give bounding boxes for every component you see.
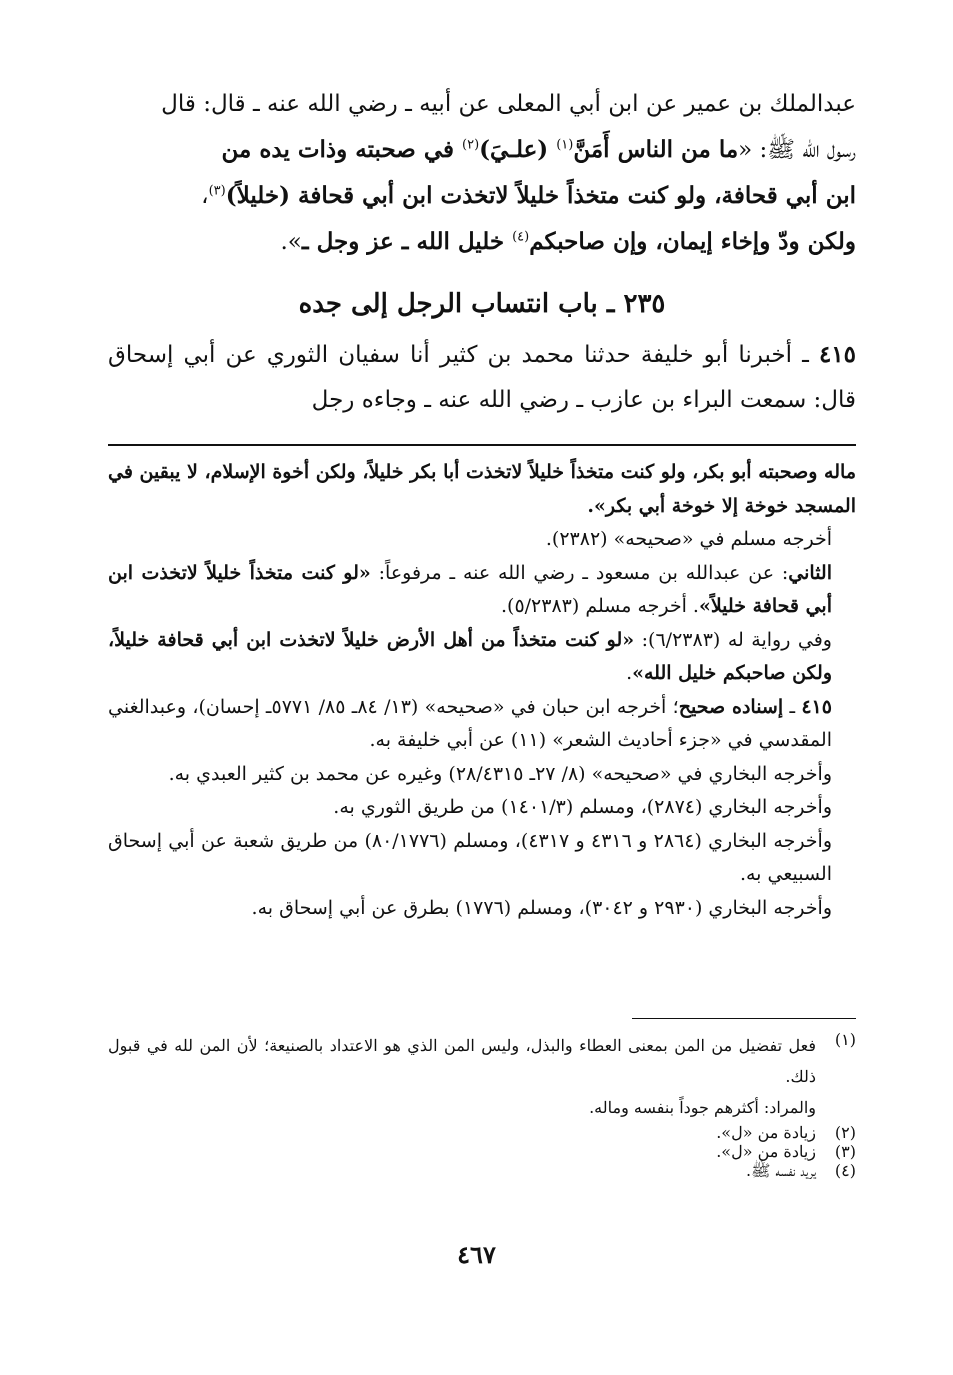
chapter-heading: ٢٣٥ ـ باب انتساب الرجل إلى جده: [298, 289, 666, 319]
footnote-number: (١): [834, 1030, 856, 1049]
bold-span: الثاني: [788, 561, 832, 584]
hadith-number: ٤١٥: [801, 695, 832, 718]
main-text: [108, 82, 856, 265]
note-text: وأخرجه البخاري في «صحيحه» (٨/ ٢٧ـ ٢٨/٤٣١٥) وغيره عن محمد بن كثير العبدي به.: [168, 762, 832, 785]
main-line-2: [108, 127, 856, 173]
note-text: وأخرجه البخاري (٢٨٦٤ و ٤٣١٦ و ٤٣١٧)، ومسلم (٨٠/١٧٧٦) من طريق شعبة عن أبي إسحاق السبيعي به.: [108, 829, 833, 885]
text-span: ؛ أخرجه ابن حبان في «صحيحه» (١٣/ ٨٤ـ ٨٥/ ٥٧٧١ـ إحسان)، وعبدالغني المقدسي في «جزء أحاديث الشعر» (١١) عن أبي خليفة به.: [108, 695, 832, 751]
bold-span: «لو كنت متخذاً خليلاً لاتخذت ابن أبي قحافة خليلاً»: [108, 561, 832, 617]
bold-span: (علـيَ): [479, 136, 557, 163]
footnote-3: [108, 1142, 856, 1161]
footnote-divider: [632, 1018, 856, 1019]
text-span: .: [626, 662, 633, 684]
main-line-1-text: عبدالملك بن عمير عن ابن أبي المعلى عن أبيه ـ رضي الله عنه ـ قال: قال: [161, 91, 856, 117]
footnote-ref-3: (٣): [208, 183, 226, 199]
footnote-1: [108, 1030, 856, 1123]
note-text: ماله وصحبته أبو بكر، ولو كنت متخذاً خليلاً لاتخذت أبا بكر خليلاً، ولكن أخوة الإسلام، لا يبقين في المسجد خوخة إلا خوخة أبي بكر».: [108, 461, 856, 517]
note-text: وأخرجه البخاري (٢٨٧٤)، ومسلم (١٤٠١/٣) من طريق الثوري به.: [333, 796, 832, 818]
text-span: ».: [280, 229, 302, 255]
main-line-3: [108, 173, 856, 219]
note-paragraph: [108, 557, 856, 624]
bold-span: «لو كنت متخذاً من أهل الأرض خليلاً لاتخذت ابن أبي قحافة خليلاً، ولكن صاحبكم خليل الله»: [108, 628, 832, 684]
main-line-1: [108, 82, 856, 127]
note-text: وأخرجه البخاري (٢٩٣٠ و ٣٠٤٢)، ومسلم (١٧٧٦) بطرق عن أبي إسحاق به.: [251, 896, 832, 919]
hadith-block: [108, 332, 856, 423]
footnote-4: [108, 1161, 856, 1184]
hadith-415: [108, 332, 856, 423]
footnote-ref-1: (١): [556, 137, 574, 153]
bold-span: ولكن ودّ وإخاء إيمان، وإن صاحبكم: [529, 228, 856, 255]
text-span: ،: [201, 183, 209, 209]
footnote-number: (٢): [834, 1123, 856, 1142]
bold-span: خليل الله ـ عز وجل ـ: [301, 228, 513, 255]
footnotes: [108, 1030, 856, 1184]
text-span: ـ: [783, 695, 802, 718]
commentary-notes: [108, 456, 856, 925]
note-text: أخرجه مسلم في «صحيحه» (٢٣٨٢).: [545, 528, 832, 550]
text-span: . أخرجه مسلم (٥/٢٣٨٣).: [501, 595, 699, 617]
footnote-ref-2: (٢): [462, 137, 480, 153]
footnote-text: زيادة من «ل».: [716, 1123, 816, 1142]
text-span: رسول الله ﷺ: «: [738, 137, 856, 163]
hadith-text: ـ أخبرنا أبو خليفة حدثنا محمد بن كثير أنا سفيان الثوري عن أبي إسحاق قال: سمعت البراء بن عازب ـ رضي الله عنه ـ وجاءه رجل: [108, 342, 856, 413]
footnote-text: فعل تفضيل من المن بمعنى العطاء والبذل، وليس المن الذي هو الاعتداد بالصنيعة؛ لأن المن لله في قبول ذلك.: [108, 1036, 816, 1086]
bold-span: ابن أبي قحافة، ولو كنت متخذاً خليلاً لاتخذت ابن أبي قحافة (خليلاً): [225, 182, 856, 209]
bold-span: ما من الناس أَمَنَّ: [573, 136, 739, 163]
bold-span: في صحبته وذات يده من: [221, 136, 463, 163]
page-number: ٤٦٧: [457, 1240, 496, 1269]
note-paragraph: [108, 624, 856, 691]
footnote-text: والمراد: أكثرهم جوداً بنفسه وماله.: [589, 1098, 816, 1117]
footnote-text: يريد نفسه ﷺ.: [746, 1161, 816, 1180]
hadith-number: ٤١٥: [818, 341, 856, 368]
text-span: وفي رواية له (٦/٢٣٨٣):: [634, 628, 832, 651]
footnote-body: [108, 1030, 816, 1123]
footnote-2: [108, 1123, 856, 1142]
footnote-number: (٣): [834, 1142, 856, 1161]
footnote-ref-4: (٤): [512, 229, 530, 245]
note-paragraph: [108, 691, 856, 758]
main-line-4: [108, 219, 856, 265]
footnote-text: زيادة من «ل».: [716, 1142, 816, 1161]
footnote-number: (٤): [834, 1161, 856, 1180]
bold-span: إسناده صحيح: [678, 695, 784, 718]
notes-divider: [108, 444, 856, 446]
chapter-heading-block: [108, 280, 856, 328]
text-span: : عن عبدالله بن مسعود ـ رضي الله عنه ـ مرفوعاً:: [370, 561, 789, 584]
